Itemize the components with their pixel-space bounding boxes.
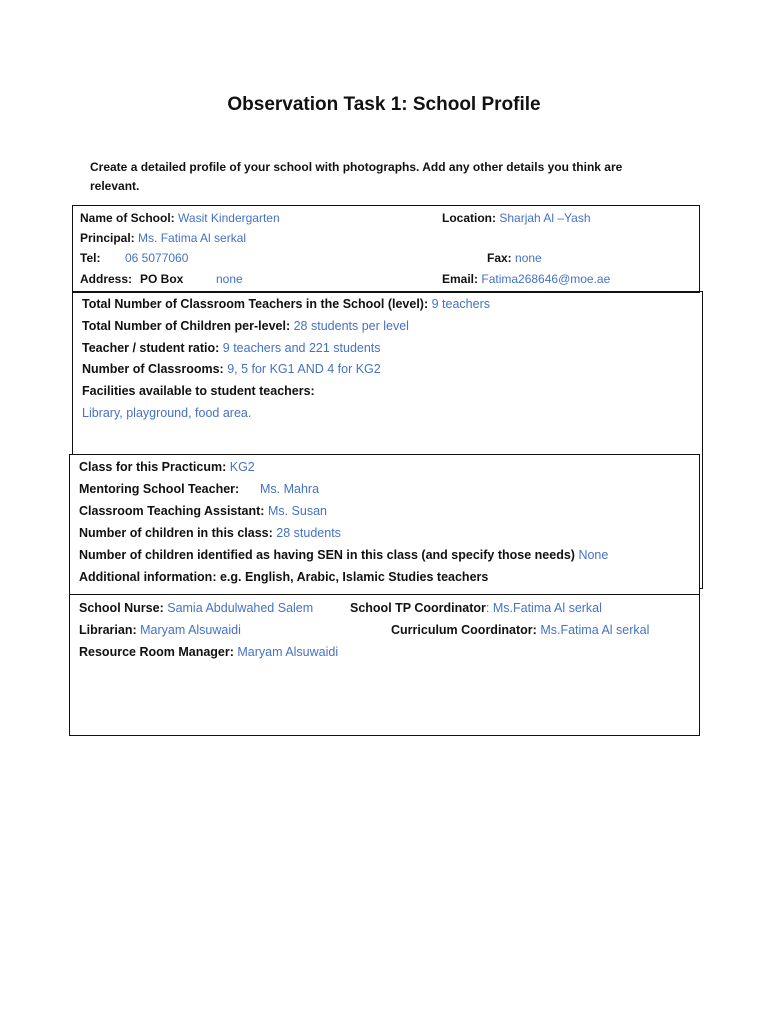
page-title: Observation Task 1: School Profile (227, 94, 541, 115)
facilities-value-row (82, 406, 251, 420)
mentor-row (79, 482, 239, 496)
address-value: none (216, 272, 243, 286)
mentor-value: Ms. Mahra (260, 482, 320, 496)
children-per-level-value: 28 students per level (293, 319, 409, 333)
facilities-label: Facilities available to student teachers: (82, 384, 315, 398)
curriculum-coordinator-value: Ms.Fatima Al serkal (540, 623, 650, 637)
classrooms-row (82, 362, 381, 376)
staff-box (69, 594, 700, 736)
assistant-row (79, 504, 327, 518)
tel-row (80, 251, 100, 265)
sen-value: None (578, 548, 609, 562)
assistant-value: Ms. Susan (267, 504, 328, 518)
tp-coordinator-colon: : (485, 601, 490, 615)
curriculum-coordinator-row (391, 623, 649, 637)
assistant-label: Classroom Teaching Assistant: (79, 504, 265, 518)
tp-coordinator-value: Ms.Fatima Al serkal (492, 601, 602, 615)
fax-value: none (515, 251, 542, 265)
classrooms-label: Number of Classrooms: (82, 362, 224, 376)
nurse-label: School Nurse: (79, 601, 164, 615)
email-label: Email: (442, 272, 479, 286)
resource-manager-label: Resource Room Manager: (79, 645, 234, 659)
tp-coordinator-row (350, 601, 602, 615)
librarian-label: Librarian: (79, 623, 137, 637)
teachers-value: 9 teachers (431, 297, 490, 311)
nurse-value: Samia Abdulwahed Salem (167, 601, 314, 615)
class-children-label: Number of children in this class: (79, 526, 273, 540)
address-label: Address: (80, 272, 133, 286)
location-label: Location: (442, 211, 496, 225)
ratio-label: Teacher / student ratio: (82, 341, 220, 355)
ratio-value: 9 teachers and 221 students (222, 341, 381, 355)
address-value-row (216, 272, 243, 286)
resource-manager-row (79, 645, 338, 659)
principal-label: Principal: (80, 231, 135, 245)
address-po-label: PO Box (140, 272, 184, 286)
school-name-label: Name of School: (80, 211, 175, 225)
mentor-value-row (260, 482, 319, 496)
sen-label: Number of children identified as having SEN in this class (and specify those needs) (79, 548, 575, 562)
principal-row (80, 231, 246, 245)
school-name-value: Wasit Kindergarten (178, 211, 280, 225)
librarian-row (79, 623, 241, 637)
teachers-row (82, 297, 490, 311)
sen-row (79, 548, 608, 562)
location-row (442, 211, 591, 225)
practicum-class-label: Class for this Practicum: (79, 460, 227, 474)
classrooms-value: 9, 5 for KG1 AND 4 for KG2 (227, 362, 381, 376)
additional-info-label: Additional information: e.g. English, Arabic, Islamic Studies teachers (79, 570, 489, 584)
facilities-value: Library, playground, food area. (82, 406, 252, 420)
email-value: Fatima268646@moe.ae (481, 272, 611, 286)
school-name-row (80, 211, 280, 225)
tel-label: Tel: (80, 251, 101, 265)
tel-value-row (125, 251, 188, 265)
principal-value: Ms. Fatima Al serkal (138, 231, 247, 245)
email-row (442, 272, 610, 286)
children-per-level-label: Total Number of Children per-level: (82, 319, 291, 333)
fax-label: Fax: (487, 251, 512, 265)
teachers-label: Total Number of Classroom Teachers in the School (level): (82, 297, 429, 311)
children-per-level-row (82, 319, 409, 333)
location-value: Sharjah Al –Yash (499, 211, 591, 225)
class-children-row (79, 526, 341, 540)
additional-info-row (79, 570, 488, 584)
tp-coordinator-label: School TP Coordinator (350, 601, 486, 615)
ratio-row (82, 341, 381, 355)
curriculum-coordinator-label: Curriculum Coordinator: (391, 623, 537, 637)
resource-manager-value: Maryam Alsuwaidi (237, 645, 339, 659)
instructions-text: Create a detailed profile of your school with photographs. Add any other details you think are relevant. (90, 160, 623, 193)
address-row (80, 272, 132, 286)
nurse-row (79, 601, 313, 615)
class-children-value: 28 students (276, 526, 341, 540)
facilities-row (82, 384, 315, 398)
librarian-value: Maryam Alsuwaidi (140, 623, 241, 637)
tel-value: 06 5077060 (125, 251, 189, 265)
address-po-row (140, 272, 183, 286)
fax-row (487, 251, 542, 265)
practicum-class-row (79, 460, 255, 474)
mentor-label: Mentoring School Teacher: (79, 482, 240, 496)
practicum-class-value: KG2 (229, 460, 255, 474)
